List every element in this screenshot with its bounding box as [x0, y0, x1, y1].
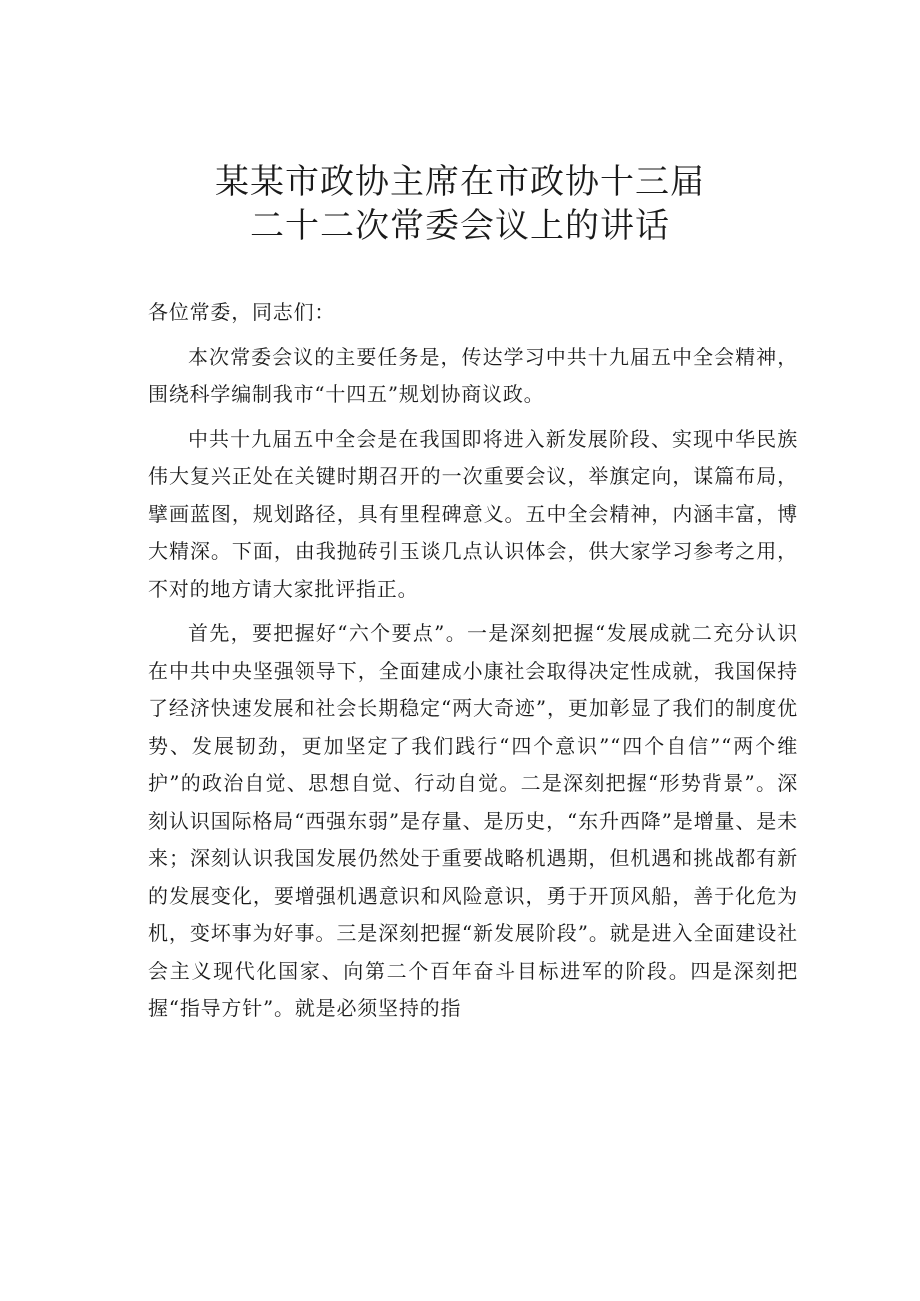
paragraph-1: 本次常委会议的主要任务是，传达学习中共十九届五中全会精神，围绕科学编制我市“十四五”规划协商议政。: [148, 344, 798, 406]
paragraph-2: 中共十九届五中全会是在我国即将进入新发展阶段、实现中华民族伟大复兴正处在关键时期召开的一次重要会议，举旗定向，谋篇布局，擘画蓝图，规划路径，具有里程碑意义。五中全会精神，内涵丰富，博大精深。下面，由我抛砖引玉谈几点认识体会，供大家学习参考之用，不对的地方请大家批评指正。: [148, 426, 798, 601]
paragraph-3: 首先，要把握好“六个要点”。一是深刻把握“发展成就二充分认识在中共中央坚强领导下，全面建成小康社会取得决定性成就，我国保持了经济快速发展和社会长期稳定“两大奇迹”，更加彰显了我们的制度优势、发展韧劲，更加坚定了我们践行“四个意识”“四个自信”“两个维护”的政治自觉、思想自觉、行动自觉。二是深刻把握“形势背景”。深刻认识国际格局“西强东弱”是存量、是历史，“东升西降”是增量、是未来；深刻认识我国发展仍然处于重要战略机遇期，但机遇和挑战都有新的发展变化，要增强机遇意识和风险意识，勇于开顶风船，善于化危为机，变坏事为好事。三是深刻把握“新发展阶段”。就是进入全面建设社会主义现代化国家、向第二个百年奋斗目标进军的阶段。四是深刻把握“指导方针”。就是必须坚持的指: [148, 621, 798, 1020]
document-body: [148, 294, 798, 1035]
document-title: [140, 160, 780, 248]
title-line-2: 二十二次常委会议上的讲话: [250, 206, 670, 246]
salutation: 各位常委，同志们：: [148, 300, 336, 324]
title-line-1: 某某市政协主席在市政协十三届: [215, 162, 705, 202]
